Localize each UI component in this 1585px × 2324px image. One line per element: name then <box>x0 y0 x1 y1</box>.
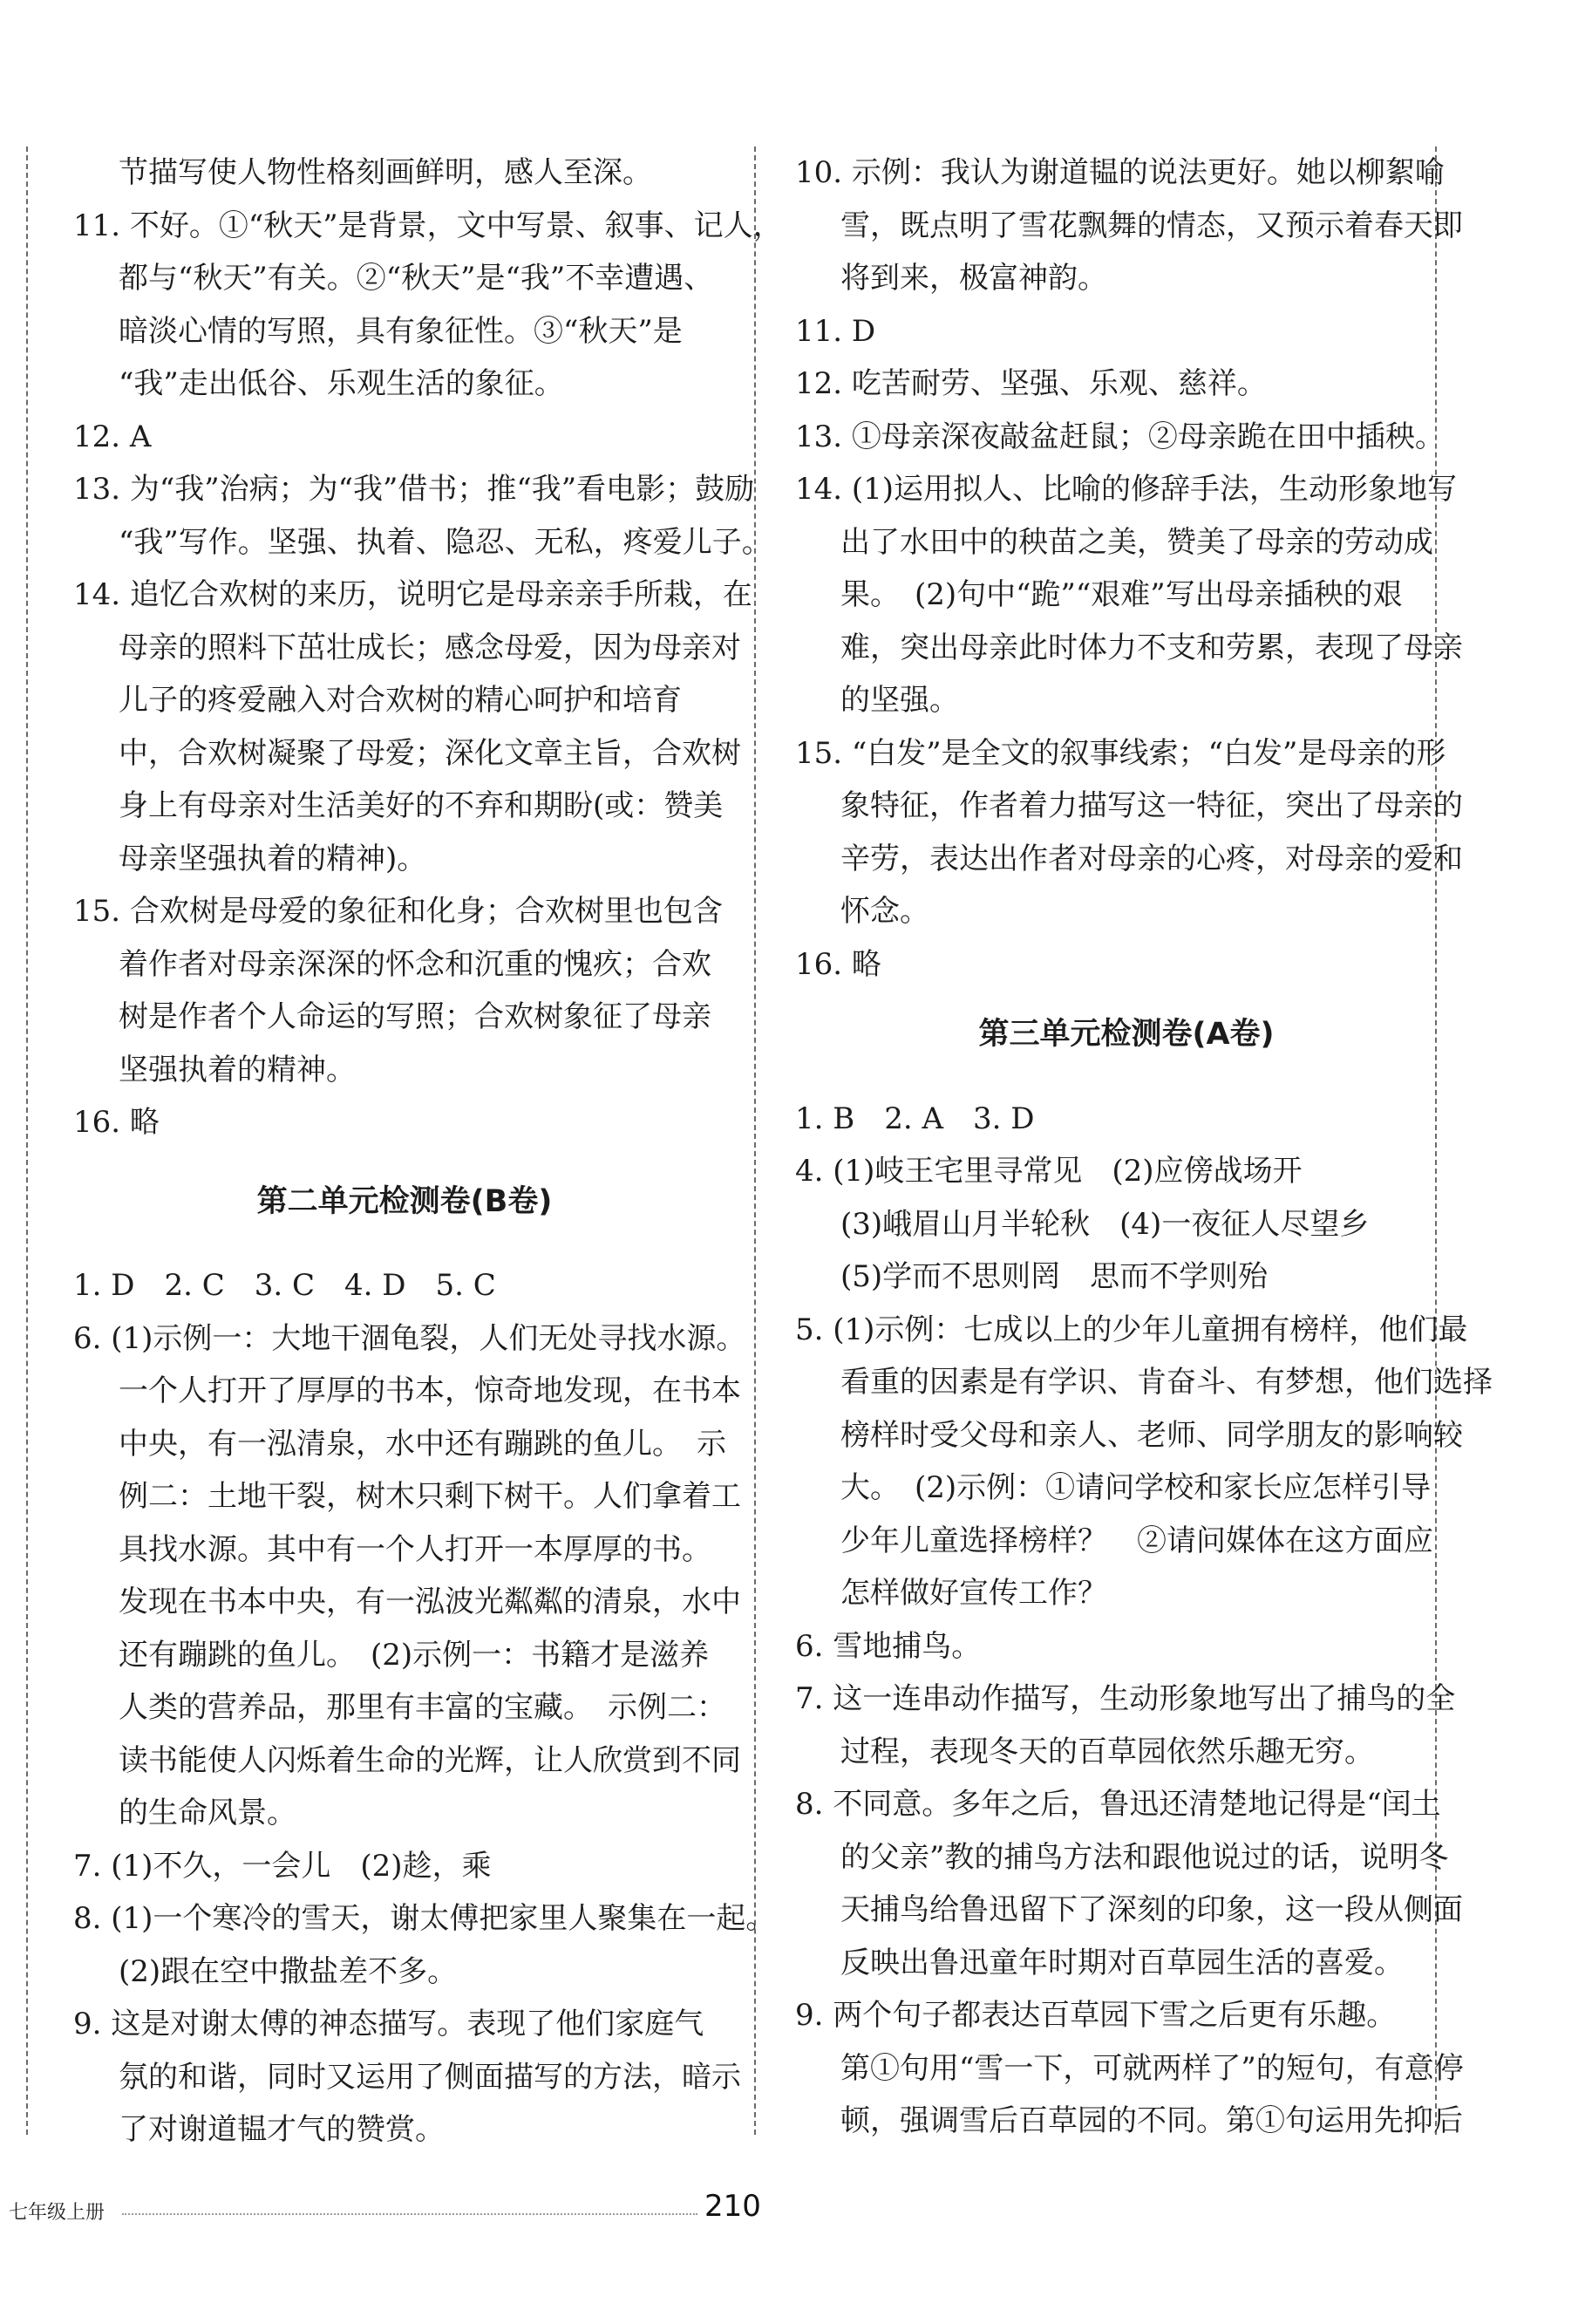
section-heading-unit2-b: 第二单元检测卷(B卷) <box>256 1183 553 1219</box>
answer-line: 7. 这一连串动作描写，生动形象地写出了捕鸟的全 <box>795 1681 1456 1716</box>
answer-line: 将到来，极富神韵。 <box>840 261 1107 296</box>
answer-line: 果。 (2)句中“跪”“艰难”写出母亲插秧的艰 <box>840 577 1403 612</box>
answer-line: “我”写作。坚强、执着、隐忍、无私，疼爱儿子。 <box>119 524 772 560</box>
answer-line: 11. 不好。①“秋天”是背景，文中写景、叙事、记人， <box>73 208 783 243</box>
answer-line: (5)学而不思则罔 思而不学则殆 <box>840 1259 1269 1294</box>
answer-line: 15. 合欢树是母爱的象征和化身；合欢树里也包含 <box>73 894 723 929</box>
answer-line: 5. (1)示例：七成以上的少年儿童拥有榜样，他们最 <box>795 1312 1468 1347</box>
answer-line: 16. 略 <box>73 1105 160 1140</box>
answer-line: 14. (1)运用拟人、比喻的修辞手法，生动形象地写 <box>795 472 1458 507</box>
answer-line: 16. 略 <box>795 946 881 982</box>
answer-line: 6. (1)示例一：大地干涸龟裂，人们无处寻找水源。 <box>73 1320 746 1356</box>
answer-line: 的父亲”教的捕鸟方法和跟他说过的话，说明冬 <box>840 1839 1449 1875</box>
answer-line: 看重的因素是有学识、肯奋斗、有梦想，他们选择 <box>840 1365 1493 1400</box>
right-answers-block-1 <box>795 147 1463 991</box>
answer-line: (3)峨眉山月半轮秋 (4)一夜征人尽望乡 <box>840 1206 1370 1242</box>
answer-line: 雪，既点明了雪花飘舞的情态，又预示着春天即 <box>840 208 1463 243</box>
answer-line: 母亲的照料下茁壮成长；感念母爱，因为母亲对 <box>119 630 741 665</box>
answer-line: 13. 为“我”治病；为“我”借书；推“我”看电影；鼓励 <box>73 472 755 507</box>
page-number: 210 <box>704 2189 761 2224</box>
answer-line: 身上有母亲对生活美好的不弃和期盼(或：赞美 <box>119 788 724 823</box>
answer-line: 例二：土地干裂，树木只剩下树干。人们拿着工 <box>119 1479 741 1514</box>
answer-line: 着作者对母亲深深的怀念和沉重的愧疚；合欢 <box>119 946 711 982</box>
answer-line: 树是作者个人命运的写照；合欢树象征了母亲 <box>119 999 711 1034</box>
answer-line: 9. 这是对谢太傅的神态描写。表现了他们家庭气 <box>73 2007 704 2041</box>
answer-line: 9. 两个句子都表达百草园下雪之后更有乐趣。 <box>795 1998 1397 2033</box>
footer-dotted-rule <box>122 2213 697 2215</box>
answer-line: 暗淡心情的写照，具有象征性。③“秋天”是 <box>119 313 683 349</box>
answer-line: 11. D <box>795 313 876 349</box>
answer-line: 氛的和谐，同时又运用了侧面描写的方法，暗示 <box>119 2059 741 2095</box>
left-column <box>73 147 783 2157</box>
answer-line: 第①句用“雪一下，可就两样了”的短句，有意停 <box>840 2050 1464 2086</box>
answer-line: 4. (1)岐王宅里寻常见 (2)应傍战场开 <box>795 1154 1303 1189</box>
answer-line: (2)跟在空中撒盐差不多。 <box>119 1953 458 1989</box>
answer-line: 大。 (2)示例：①请问学校和家长应怎样引导 <box>840 1470 1432 1505</box>
answer-line: 辛劳，表达出作者对母亲的心疼，对母亲的爱和 <box>840 841 1463 876</box>
answer-line: “我”走出低谷、乐观生活的象征。 <box>119 366 564 401</box>
answer-line: 天捕鸟给鲁迅留下了深刻的印象，这一段从侧面 <box>840 1892 1463 1927</box>
answer-line: 过程，表现冬天的百草园依然乐趣无穷。 <box>840 1734 1374 1769</box>
answer-line: 都与“秋天”有关。②“秋天”是“我”不幸遭遇、 <box>119 261 714 296</box>
answer-line: 中，合欢树凝聚了母爱；深化文章主旨，合欢树 <box>119 735 741 771</box>
answer-line: 的坚强。 <box>840 683 959 718</box>
section-heading-unit3-a: 第三单元检测卷(A卷) <box>978 1017 1275 1052</box>
answer-line: 发现在书本中央，有一泓波光粼粼的清泉，水中 <box>119 1585 741 1619</box>
answer-line: 象特征，作者着力描写这一特征，突出了母亲的 <box>840 788 1463 823</box>
answer-line: 出了水田中的秧苗之美，赞美了母亲的劳动成 <box>840 524 1433 560</box>
answer-line: 14. 追忆合欢树的来历，说明它是母亲亲手所栽，在 <box>73 577 752 612</box>
answer-line: 8. (1)一个寒冷的雪天，谢太傅把家里人聚集在一起。 <box>73 1901 776 1936</box>
answer-line: 怎样做好宣传工作？ <box>840 1576 1107 1611</box>
answer-line: 读书能使人闪烁着生命的光辉，让人欣赏到不同 <box>119 1742 741 1778</box>
answer-line: 了对谢道韫才气的赞赏。 <box>119 2112 445 2147</box>
answer-line: 怀念。 <box>840 894 929 929</box>
answer-line: 顿，强调雪后百草园的不同。第①句运用先抑后 <box>840 2103 1463 2138</box>
column-divider <box>754 147 756 2135</box>
answer-line: 节描写使人物性格刻画鲜明，感人至深。 <box>119 155 652 190</box>
answer-line: 10. 示例：我认为谢道韫的说法更好。她以柳絮喻 <box>795 155 1445 190</box>
answer-line: 还有蹦跳的鱼儿。 (2)示例一：书籍才是滋养 <box>119 1637 710 1673</box>
answer-line: 的生命风景。 <box>119 1796 296 1830</box>
answer-line: 12. A <box>73 419 152 454</box>
footer-grade-label: 七年级上册 <box>9 2202 105 2224</box>
left-answers-block-1 <box>73 147 783 1149</box>
binding-edge-left <box>26 147 28 2135</box>
answer-line: 少年儿童选择榜样？ ②请问媒体在这方面应 <box>840 1523 1433 1558</box>
right-column <box>795 147 1493 2148</box>
left-answers-block-2 <box>73 1259 776 2157</box>
answer-line: 儿子的疼爱融入对合欢树的精心呵护和培育 <box>119 683 682 718</box>
answer-line: 反映出鲁迅童年时期对百草园生活的喜爱。 <box>840 1945 1404 1980</box>
answer-line: 15. “白发”是全文的叙事线索；“白发”是母亲的形 <box>795 735 1446 771</box>
answer-line: 13. ①母亲深夜敲盆赶鼠；②母亲跪在田中插秧。 <box>795 419 1445 454</box>
answer-line: 一个人打开了厚厚的书本，惊奇地发现，在书本 <box>119 1373 741 1408</box>
answer-line: 8. 不同意。多年之后，鲁迅还清楚地记得是“闰土 <box>795 1787 1441 1822</box>
answer-line: 榜样时受父母和亲人、老师、同学朋友的影响较 <box>840 1417 1463 1453</box>
answer-line: 母亲坚强执着的精神)。 <box>119 841 427 876</box>
answer-line: 7. (1)不久，一会儿 (2)趁，乘 <box>73 1848 492 1884</box>
answer-line: 1. B 2. A 3. D <box>795 1101 1035 1136</box>
answer-line: 12. 吃苦耐劳、坚强、乐观、慈祥。 <box>795 366 1267 401</box>
answer-line: 具找水源。其中有一个人打开一本厚厚的书。 <box>119 1531 711 1567</box>
answer-line: 中央，有一泓清泉，水中还有蹦跳的鱼儿。 示 <box>119 1426 726 1462</box>
answer-line: 坚强执着的精神。 <box>119 1052 356 1087</box>
answer-line: 6. 雪地捕鸟。 <box>795 1628 982 1664</box>
right-answers-block-2 <box>795 1093 1493 2148</box>
answer-line: 难，突出母亲此时体力不支和劳累，表现了母亲 <box>840 630 1463 665</box>
answer-line: 人类的营养品，那里有丰富的宝藏。 示例二： <box>119 1690 726 1725</box>
answer-line: 1. D 2. C 3. C 4. D 5. C <box>73 1268 496 1303</box>
